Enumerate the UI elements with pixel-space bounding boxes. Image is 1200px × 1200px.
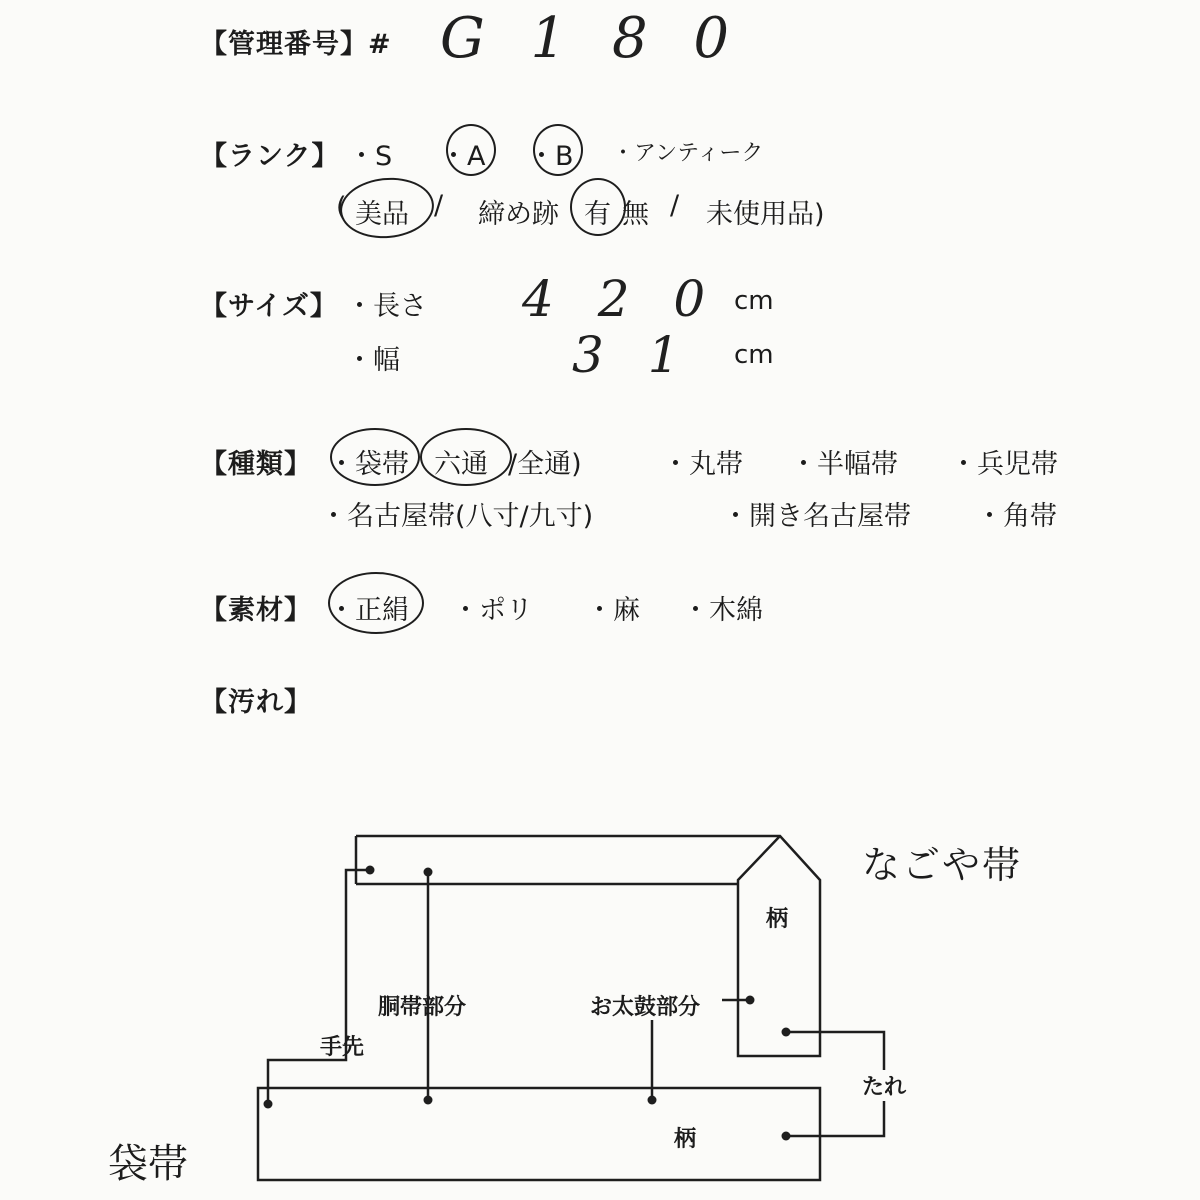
size-width-value: 3 1 xyxy=(572,326,694,384)
size-length-value: 4 2 0 xyxy=(522,270,720,328)
tesaki-leader xyxy=(268,870,370,1104)
nagoya-obi-title: なごや帯 xyxy=(862,843,1023,887)
management-number-value: G 1 8 0 xyxy=(440,6,744,71)
tare-point-fukuro xyxy=(782,1132,791,1141)
material-label: 【素材】 xyxy=(200,595,312,626)
kind-zentsu: /全通) xyxy=(508,449,582,480)
gara-bottom-label: 柄 xyxy=(674,1127,697,1152)
size-width-label: ・幅 xyxy=(346,345,400,376)
rank-option-a: ・A xyxy=(440,141,486,172)
rank-option-b: ・B xyxy=(528,141,574,172)
rank-label: 【ランク】 xyxy=(200,141,340,172)
material-shoken: ・正絹 xyxy=(328,595,409,626)
management-number-label: 【管理番号】# xyxy=(200,29,392,60)
tesaki-point-nagoya xyxy=(366,866,375,875)
tare-label: たれ xyxy=(862,1070,906,1101)
kind-kaku: ・角帯 xyxy=(976,501,1057,532)
material-asa: ・麻 xyxy=(586,595,640,626)
condition-separator-2: / xyxy=(670,190,680,221)
dobu-point-fukuro xyxy=(424,1096,433,1105)
stain-label: 【汚れ】 xyxy=(200,687,312,718)
condition-open-paren: ( xyxy=(336,192,347,223)
tare-point-nagoya xyxy=(782,1028,791,1037)
condition-mishiyo: 未使用品) xyxy=(706,199,825,230)
condition-separator-1: / xyxy=(434,190,444,221)
condition-shimeato: 締め跡 xyxy=(478,199,559,230)
otaiko-label: お太鼓部分 xyxy=(590,995,701,1020)
size-length-unit: cm xyxy=(734,286,774,316)
condition-bihin: 美品 xyxy=(355,199,409,230)
condition-nashi: 無 xyxy=(622,199,649,230)
size-length-label: ・長さ xyxy=(346,291,427,322)
kind-heko: ・兵児帯 xyxy=(950,449,1058,480)
kind-label: 【種類】 xyxy=(200,449,312,480)
gara-top-label: 柄 xyxy=(766,907,789,932)
material-poly: ・ポリ xyxy=(452,595,533,626)
kind-rokutsu: 六通 xyxy=(434,449,488,480)
kind-nagoya: ・名古屋帯(八寸/九寸) xyxy=(320,501,594,532)
dobu-label: 胴帯部分 xyxy=(378,995,467,1020)
otaiko-point-fukuro xyxy=(648,1096,657,1105)
tesaki-label: 手先 xyxy=(320,1035,365,1060)
kind-maru: ・丸帯 xyxy=(662,449,743,480)
rank-option-s: ・S xyxy=(348,141,393,172)
fukuro-obi-title: 袋帯 xyxy=(108,1141,188,1187)
condition-ari: 有 xyxy=(584,199,611,230)
otaiko-point-nagoya xyxy=(746,996,755,1005)
rank-option-antique: ・アンティーク xyxy=(612,141,764,166)
dobu-point-nagoya xyxy=(424,868,433,877)
kind-hiraki-nagoya: ・開き名古屋帯 xyxy=(722,501,911,532)
size-width-unit: cm xyxy=(734,340,774,370)
tesaki-point-fukuro xyxy=(264,1100,273,1109)
size-label: 【サイズ】 xyxy=(200,291,338,322)
fukuro-obi-outline xyxy=(258,1088,820,1180)
kind-fukuro: ・袋帯 xyxy=(328,449,409,480)
kind-hanhaba: ・半幅帯 xyxy=(790,449,898,480)
material-momen: ・木綿 xyxy=(682,595,763,626)
